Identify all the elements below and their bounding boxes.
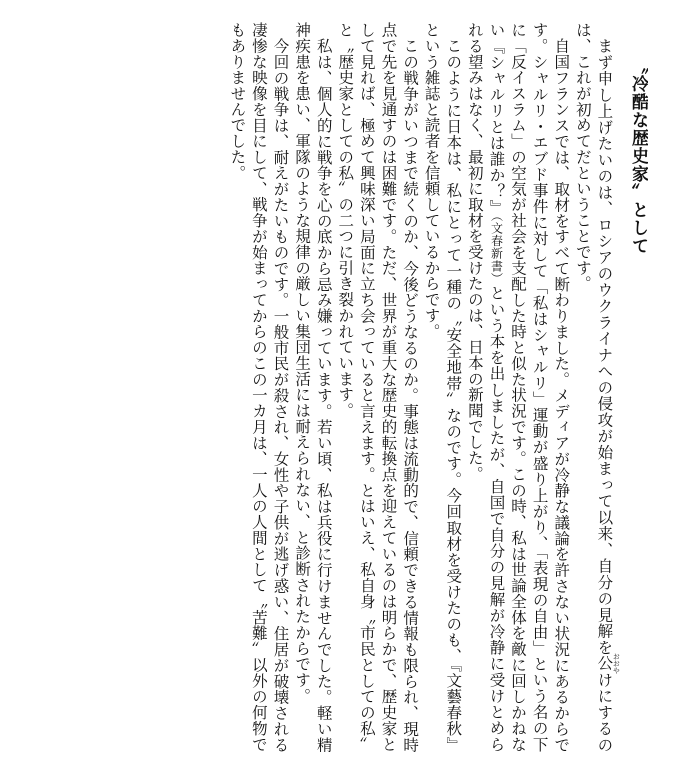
ruby-reading: おおや	[612, 652, 621, 674]
article-body	[14, 22, 648, 752]
article-page	[14, 22, 648, 752]
paragraph-1	[571, 22, 620, 752]
paragraph-1-text: まず申し上げたいのは、ロシアのウクライナへの侵攻が始まって以来、自分の見解を	[595, 37, 614, 655]
paragraph-2-text-continued: という本を出しましたが、自国で自分の見解が冷静に受けとめられる望みはなく、最初に取材を受けたのは、日本の新聞でした。	[465, 22, 506, 752]
paragraph-3: このように日本は、私にとって一種の〝安全地帯〟なのです。今回取材を受けたのも、『文藝春秋』という雑誌と読者を信頼しているからです。	[422, 22, 463, 752]
paragraph-6: 今回の戦争は、耐えがたいものです。一般市民が殺され、女性や子供が逃げ惑い、住居が破壊される凄惨な映像を目にして、戦争が始まってからのこの一カ月は、一人の人間として〝苦難〟以外の何物でもありませんでした。	[228, 22, 290, 752]
ruby-annotation	[595, 652, 621, 674]
paragraph-4: この戦争がいつまで続くのか、今後どうなるのか。事態は流動的で、信頼できる情報も限られ、現時点で先を見通すのは困難です。ただ、世界が重大な歴史的転換点を迎えているのは明らかで、歴史家として見れば、極めて興味深い局面に立ち会っていると言えます。とはいえ、私自身〝市民としての私〟と〝歴史家としての私〟の二つに引き裂かれています。	[336, 22, 420, 752]
article-title: 〝冷酷な歴史家〟として	[628, 57, 648, 255]
paragraph-5: 私は、個人的に戦争を心の底から忌み嫌っています。若い頃、私は兵役に行けませんでした。軽い精神疾患を患い、軍隊のような規律の厳しい集団生活には耐えられない、と診断されたからです。	[293, 22, 333, 752]
paragraph-1-text-continued: けにするのは、これが初めてだということです。	[573, 22, 614, 752]
paragraph-2	[463, 22, 571, 752]
ruby-base: 公	[595, 652, 614, 674]
paragraph-2-text: 自国フランスでは、取材をすべて断わりました。メディアが冷静な議論を許さない状況にあるからです。シャルリ・エブド事件に対して「私はシャルリ」運動が盛り上がり、「表現の自由」という名の下に「反イスラム」の空気が社会を支配した時と似た状況です。この時、私は世論全体を敵に回しかねない『シャルリとは誰か？』	[487, 22, 571, 752]
publisher-note: （文春新書）	[489, 215, 504, 286]
